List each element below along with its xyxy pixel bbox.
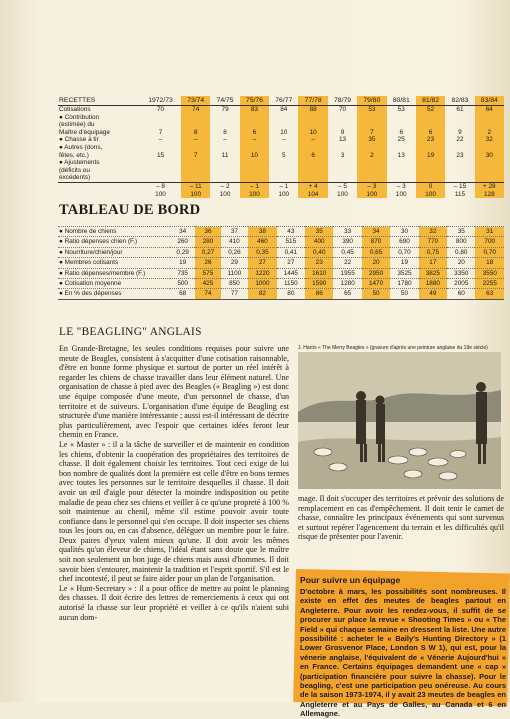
recettes-row — [58, 191, 504, 199]
indicator-value: 0,80 — [447, 247, 475, 257]
indicator-value: 37 — [221, 227, 249, 237]
cell-value: – 8 — [140, 182, 181, 190]
indicator-value: 20 — [447, 258, 475, 268]
indicator-value: 870 — [362, 237, 390, 247]
cell-value — [357, 159, 386, 167]
indicator-value: 690 — [390, 237, 418, 247]
tableau-row — [58, 279, 504, 289]
indicator-value: 65 — [333, 289, 361, 299]
indicator-value: 280 — [195, 237, 220, 247]
year-header: 81/82 — [416, 96, 445, 106]
cell-value: 100 — [337, 190, 348, 198]
cell-value — [269, 167, 298, 175]
cell-value: – — [223, 136, 227, 144]
indicator-value: 86 — [305, 289, 333, 299]
indicator-value: 850 — [221, 279, 249, 289]
indicator-label: ● En % des dépenses — [58, 289, 170, 299]
indicator-value: 80 — [277, 289, 305, 299]
recettes-row — [58, 159, 504, 167]
cell-value — [269, 121, 298, 129]
indicator-value: 410 — [221, 237, 249, 247]
row-label: ● Ajustements — [59, 159, 100, 167]
cell-value: 9 — [458, 128, 462, 136]
row-label: ● Chasse à tir — [59, 136, 99, 144]
row-label — [58, 182, 140, 190]
cell-value: 0 — [416, 182, 445, 190]
indicator-value: 0,26 — [221, 247, 249, 257]
paragraph-continued: mage. Il doit s'occuper des territoires et prévoir des solutions de remplacement en cas d'empêchement. Il doit tenir le carnet de chasse, connaître les principaux événements qui sont survenus et surtout repérer l'agencement du terrain et les difficultés qu'il risque de présenter pour l'avenir. — [298, 494, 504, 542]
article-left-column — [59, 344, 289, 622]
cell-value — [140, 144, 181, 152]
cell-value — [240, 159, 269, 167]
indicator-value: 50 — [362, 289, 390, 299]
cell-value: 9 — [340, 128, 345, 136]
indicator-value: 400 — [305, 237, 333, 247]
cell-value: 13 — [338, 136, 347, 144]
indicator-value: 31 — [475, 227, 504, 237]
cell-value — [181, 144, 210, 152]
year-header: 83/84 — [475, 96, 504, 106]
recettes-body — [58, 106, 504, 199]
cell-value: 2 — [357, 152, 386, 160]
year-header: 78/79 — [328, 96, 357, 106]
indicator-value: 27 — [248, 258, 276, 268]
cell-value — [210, 144, 239, 152]
year-header: 76/77 — [269, 96, 298, 106]
indicator-value: 1590 — [305, 279, 333, 289]
cell-value — [298, 144, 327, 152]
indicator-value: 1610 — [305, 268, 333, 278]
cell-value: 100 — [155, 190, 166, 198]
info-box-paragraph: D'octobre à mars, les possibilités sont nombreuses. Il existe en effet des meutes de beagles partout en Angleterre. Pour avoir les rendez-vous, il suffit de se procurer sur place la revue « Shooting Times » ou « The Field » qui chaque semaine en dressent la liste. Une autre possibilité : acheter le « Baily's Hunting Directory » (1 Lower Grosvenor Place, London S W 1), qui est, pour la vénerie anglaise, l'équivalent de « Vénerie Aujourd'hui » en France. Certains équipages demandent une « cap » (participation financière pour suivre la chasse). Pour le beagling, c'est une participation peu onéreuse. Au cours de la saison 1973-1974, il y avait 23 meutes de beagles en Angleterre et au Pays de Galles, au Canada et 6 en Allemagne. — [300, 587, 506, 719]
indicator-value: 38 — [248, 227, 276, 237]
indicator-value: 260 — [170, 237, 195, 247]
cell-value — [210, 121, 239, 129]
year-header: 75/76 — [240, 96, 269, 106]
year-header: 73/74 — [181, 96, 210, 106]
paragraph-intro: En Grande-Bretagne, les seules conditions requises pour suivre une meute de Beagles, consistent à s'acquitter d'une cotisation raisonnable, d'être en bonne forme physique et surtout de porter un réel intérêt à regarder les chiens de chasse travailler dans leur élément naturel. Une organisation de chasse à pied avec des Beagles (« Beagling ») est donc une équipe composée d'une meute, d'un personnel de chasse, d'un territoire et de suiveurs. L'organisation d'une équipe de Beagling est structurée d'une manière intéressante ; aussi est-il intéressant de décrire plus particulièrement, avec l'espoir que certaines idées feront leur chemin en France. — [59, 344, 289, 440]
cell-value — [140, 174, 181, 182]
cell-value: 7 — [181, 152, 210, 160]
row-label: excédents) — [59, 174, 91, 182]
indicator-value: 1150 — [277, 279, 305, 289]
cell-value: 13 — [397, 151, 405, 159]
indicator-value: 770 — [419, 237, 447, 247]
cell-value: 100 — [416, 191, 445, 199]
cell-value — [328, 121, 357, 129]
indicator-label: ● Ratio dépenses chien (F.) — [58, 237, 170, 247]
cell-value: 104 — [298, 191, 327, 199]
indicator-value: 1220 — [248, 268, 276, 278]
indicator-value: 1000 — [248, 279, 276, 289]
cell-value — [298, 167, 327, 175]
indicator-value: 22 — [333, 258, 361, 268]
cell-value: – 2 — [210, 182, 239, 190]
cell-value — [357, 121, 386, 129]
cell-value: 23 — [456, 151, 464, 159]
cell-value — [328, 144, 357, 152]
cell-value — [240, 144, 269, 152]
indicator-value: 3825 — [419, 268, 447, 278]
cell-value: – — [240, 136, 269, 144]
year-header: 80/81 — [387, 96, 416, 106]
cell-value: 3 — [340, 151, 345, 159]
indicator-value: 82 — [248, 289, 276, 299]
indicator-value: 43 — [277, 227, 305, 237]
tableau-body — [58, 227, 504, 300]
cell-value: 32 — [475, 136, 504, 144]
cell-value: 23 — [416, 136, 445, 144]
indicator-value: 74 — [195, 289, 220, 299]
cell-value: 84 — [280, 106, 288, 113]
cell-value: 35 — [357, 136, 386, 144]
indicator-value: 700 — [475, 237, 504, 247]
cell-value — [181, 121, 210, 129]
indicator-value: 33 — [333, 227, 361, 237]
cell-value — [269, 114, 298, 122]
cell-value: – — [298, 136, 327, 144]
recettes-row — [58, 174, 504, 182]
cell-value — [357, 174, 386, 182]
indicator-value: 1880 — [419, 279, 447, 289]
cell-value — [475, 144, 504, 152]
cell-value: 5 — [282, 151, 286, 159]
cell-value: 8 — [223, 128, 227, 136]
cell-value: 52 — [416, 106, 445, 114]
cell-value — [181, 167, 210, 175]
indicator-value: 1780 — [390, 279, 418, 289]
row-label: (déficits ou — [59, 166, 90, 174]
indicator-value: 0,27 — [195, 247, 220, 257]
cell-value — [445, 167, 474, 175]
cell-value: 79 — [221, 106, 229, 113]
cell-value: 100 — [240, 191, 269, 199]
cell-value: 100 — [219, 190, 231, 198]
indicator-value: 0,40 — [305, 247, 333, 257]
indicator-value: 23 — [305, 258, 333, 268]
cell-value — [357, 144, 386, 152]
cell-value — [445, 159, 474, 167]
cell-value: – 1 — [269, 182, 298, 190]
cell-value — [416, 114, 445, 122]
indicator-value: 1445 — [277, 268, 305, 278]
cell-value — [140, 159, 181, 167]
cell-value — [387, 144, 416, 152]
cell-value — [140, 114, 181, 122]
indicator-label: ● Nourriture/chien/jour — [58, 247, 170, 257]
info-box-text — [300, 587, 506, 719]
indicator-label: ● Ratio dépenses/membre (F.) — [58, 268, 170, 278]
indicator-value: 32 — [419, 227, 447, 237]
cell-value — [357, 114, 386, 122]
cell-value — [387, 121, 416, 129]
year-header: 77/78 — [298, 96, 327, 106]
tableau-title: TABLEAU DE BORD — [59, 202, 201, 218]
merry-beagles-engraving — [298, 352, 501, 489]
cell-value — [210, 167, 239, 175]
paragraph-secretary: Le « Hunt-Secretary » : il a pour office de mettre au point le planning des chasses. Il doit écrire des lettres de remerciements à ceux qui ont autorisé la chasse sur leur propriété et veiller à ce qu'ils n'aient subi aucun dom- — [59, 583, 289, 622]
recettes-row — [58, 121, 504, 129]
indicator-value: 575 — [195, 268, 220, 278]
indicator-value: 515 — [277, 237, 305, 247]
cell-value: 6 — [298, 152, 327, 160]
cell-value — [387, 114, 416, 122]
cell-value — [269, 144, 298, 152]
indicator-value: 49 — [419, 289, 447, 299]
cell-value — [328, 114, 357, 122]
cell-value — [475, 167, 504, 175]
indicator-value: 30 — [390, 227, 418, 237]
cell-value — [445, 174, 474, 182]
cell-value — [475, 114, 504, 122]
cell-value — [328, 159, 357, 167]
indicator-value: 35 — [447, 227, 475, 237]
row-label: ● Contribution — [59, 113, 100, 121]
paragraph-master: Le « Master » : il a la tâche de surveiller et de maintenir en condition les chiens, d'obtenir la coopération des propriétaires des territoires de chasse. Il doit également choisir les territoires. Tout ceci exige de lui bon nombre de qualités dont la première est celle d'être en bons termes avec toutes les personnes sur le territoire desquelles il chasse. Il doit avoir un œil d'aigle pour détecter la moindre indisposition ou petite maladie de peau chez ses chiens et veiller à ce qu'une propreté à 100 % soit maintenue au chenil, même s'il estime pouvoir avoir toute confiance dans le personnel qui s'en occupe. Il doit inspecter ses chiens tous les jours ou, en cas d'absence, déléguer un membre pour le faire. Deux paires d'yeux valent mieux qu'une. Il doit avoir les mêmes qualités qu'un éleveur de chiens, l'idéal étant sans doute que le maître soit non seulement un bon juge de chiens mais aussi d'hommes. Il doit savoir bien s'entourer, maintenir la tradition et l'esprit sportif. S'il est le chef incontesté, il peut se faire aider pour un plan de l'organisation. — [59, 439, 289, 584]
article-right-column — [298, 494, 504, 542]
row-label: Maître d'équipage — [59, 128, 110, 136]
cell-value: + 4 — [298, 182, 327, 190]
indicator-value: 3350 — [447, 268, 475, 278]
cell-value: 88 — [298, 106, 327, 114]
engraving-caption: J. Harris « The Merry Beagles » (gravure d'après une peinture anglaise du 19e siècle) — [298, 345, 488, 351]
recettes-header-row — [58, 96, 504, 106]
indicator-value: 60 — [447, 289, 475, 299]
indicator-value: 0,75 — [419, 247, 447, 257]
indicator-value: 1955 — [333, 268, 361, 278]
cell-value — [475, 121, 504, 129]
indicator-value: 3550 — [475, 268, 504, 278]
cell-value: 7 — [357, 129, 386, 137]
tableau-row — [58, 227, 504, 237]
indicator-value: 29 — [221, 258, 249, 268]
cell-value — [416, 159, 445, 167]
cell-value: – 5 — [328, 182, 357, 190]
cell-value — [298, 174, 327, 182]
cell-value: 15 — [156, 151, 165, 159]
cell-value — [240, 121, 269, 129]
recettes-row — [58, 136, 504, 144]
cell-value: – — [181, 136, 210, 144]
cell-value — [269, 174, 298, 182]
indicator-value: 735 — [170, 268, 195, 278]
recettes-row — [58, 129, 504, 137]
recettes-row — [58, 114, 504, 122]
cell-value — [387, 174, 416, 182]
cell-value: 19 — [416, 152, 445, 160]
cell-value: 6 — [416, 129, 445, 137]
cell-value — [181, 159, 210, 167]
recettes-row — [58, 106, 504, 114]
indicator-value: 0,29 — [170, 247, 195, 257]
indicator-value: 18 — [475, 258, 504, 268]
cell-value: 53 — [357, 106, 386, 114]
indicator-value: 27 — [277, 258, 305, 268]
recettes-row — [58, 167, 504, 175]
cell-value: 10 — [240, 152, 269, 160]
indicator-value: 0,35 — [248, 247, 276, 257]
cell-value — [387, 167, 416, 175]
recettes-row — [58, 182, 504, 190]
row-label: fêtes, etc.) — [59, 151, 89, 159]
indicator-label: ● Cotisation moyenne — [58, 279, 170, 289]
cell-value: – 15 — [445, 182, 474, 190]
cell-value: 70 — [156, 106, 165, 113]
cell-value: + 28 — [475, 182, 504, 190]
cell-value — [445, 114, 474, 122]
indicator-label: ● Nombre de chiens — [58, 227, 170, 237]
cell-value: 8 — [181, 129, 210, 137]
indicator-value: 500 — [170, 279, 195, 289]
cell-value — [240, 114, 269, 122]
row-label: (estimée) du — [59, 121, 95, 129]
indicator-value: 0,70 — [475, 247, 504, 257]
indicator-value: 50 — [390, 289, 418, 299]
cell-value: 25 — [397, 136, 405, 144]
year-header: 79/80 — [357, 96, 386, 106]
cell-value: – — [282, 136, 286, 144]
cell-value: 6 — [240, 129, 269, 137]
cell-value: 61 — [456, 106, 464, 113]
cell-value: 74 — [181, 106, 210, 114]
indicator-value: 1100 — [221, 268, 249, 278]
row-label: Cotisations — [59, 106, 91, 113]
cell-value — [269, 159, 298, 167]
cell-value — [210, 159, 239, 167]
year-header: 1972/73 — [140, 96, 181, 106]
tableau-row — [58, 268, 504, 278]
recettes-table — [58, 96, 504, 198]
indicator-value: 2255 — [475, 279, 504, 289]
cell-value — [357, 167, 386, 175]
indicator-value: 390 — [333, 237, 361, 247]
cell-value: 2 — [475, 129, 504, 137]
cell-value: – 3 — [357, 182, 386, 190]
article-heading: LE "BEAGLING" ANGLAIS — [59, 326, 202, 338]
indicator-label: ● Membres cotisants — [58, 258, 170, 268]
cell-value: – 11 — [181, 182, 210, 190]
indicator-value: 36 — [195, 227, 220, 237]
indicator-value: 68 — [170, 289, 195, 299]
tableau-row — [58, 237, 504, 247]
indicator-value: 800 — [447, 237, 475, 247]
cell-value: 10 — [280, 128, 288, 136]
cell-value: – 1 — [240, 182, 269, 190]
cell-value — [416, 121, 445, 129]
cell-value — [387, 159, 416, 167]
cell-value — [240, 167, 269, 175]
indicator-value: 19 — [390, 258, 418, 268]
cell-value: 64 — [475, 106, 504, 114]
cell-value: 128 — [475, 191, 504, 199]
indicator-value: 35 — [305, 227, 333, 237]
indicator-value: 34 — [170, 227, 195, 237]
indicator-value: 2950 — [362, 268, 390, 278]
cell-value — [416, 174, 445, 182]
cell-value: 53 — [397, 106, 405, 113]
year-header: 82/83 — [445, 96, 474, 106]
indicator-value: 425 — [195, 279, 220, 289]
indicator-value: 26 — [195, 258, 220, 268]
cell-value — [328, 167, 357, 175]
tableau-row — [58, 289, 504, 299]
indicator-value: 1470 — [362, 279, 390, 289]
indicator-value: 19 — [170, 258, 195, 268]
indicator-value: 0,70 — [390, 247, 418, 257]
row-label: ● Autres (dons, — [59, 143, 103, 151]
cell-value — [140, 167, 181, 175]
cell-value — [416, 144, 445, 152]
indicator-value: 63 — [475, 289, 504, 299]
cell-value — [328, 174, 357, 182]
cell-value: 100 — [357, 191, 386, 199]
indicator-value: 3525 — [390, 268, 418, 278]
cell-value — [475, 174, 504, 182]
indicator-value: 77 — [221, 289, 249, 299]
tableau-row — [58, 247, 504, 257]
cell-value: 11 — [221, 151, 229, 159]
cell-value — [298, 114, 327, 122]
cell-value — [210, 174, 239, 182]
tableau-row — [58, 258, 504, 268]
indicator-value: 2005 — [447, 279, 475, 289]
cell-value: 70 — [338, 106, 347, 113]
cell-value — [445, 144, 474, 152]
cell-value — [416, 167, 445, 175]
indicator-value: 460 — [248, 237, 276, 247]
cell-value — [445, 121, 474, 129]
cell-value: 115 — [454, 190, 466, 198]
info-box-title: Pour suivre un équipage — [300, 575, 401, 585]
indicator-value: 0,65 — [362, 247, 390, 257]
indicator-value: 34 — [362, 227, 390, 237]
cell-value: 10 — [298, 129, 327, 137]
cell-value — [181, 114, 210, 122]
recettes-row — [58, 144, 504, 152]
cell-value — [210, 114, 239, 122]
cell-value: 7 — [158, 128, 163, 136]
cell-value — [181, 174, 210, 182]
cell-value: 100 — [278, 190, 290, 198]
cell-value: 100 — [181, 191, 210, 199]
cell-value — [140, 121, 181, 129]
recettes-label-header: RECETTES — [58, 96, 140, 106]
indicator-value: 17 — [419, 258, 447, 268]
cell-value — [475, 159, 504, 167]
year-header: 74/75 — [210, 96, 239, 106]
row-label — [58, 191, 140, 199]
cell-value: – — [158, 136, 163, 144]
recettes-row — [58, 152, 504, 160]
indicator-value: 1280 — [333, 279, 361, 289]
cell-value — [240, 174, 269, 182]
indicator-value: 0,45 — [333, 247, 361, 257]
cell-value: – 3 — [387, 182, 416, 190]
cell-value: 30 — [475, 152, 504, 160]
indicator-value: 20 — [362, 258, 390, 268]
cell-value — [298, 159, 327, 167]
cell-value — [298, 121, 327, 129]
cell-value: 22 — [456, 136, 464, 144]
cell-value: 6 — [399, 128, 403, 136]
indicator-value: 0,41 — [277, 247, 305, 257]
tableau-de-bord-table — [58, 226, 504, 300]
cell-value: 100 — [395, 190, 407, 198]
cell-value: 83 — [240, 106, 269, 114]
